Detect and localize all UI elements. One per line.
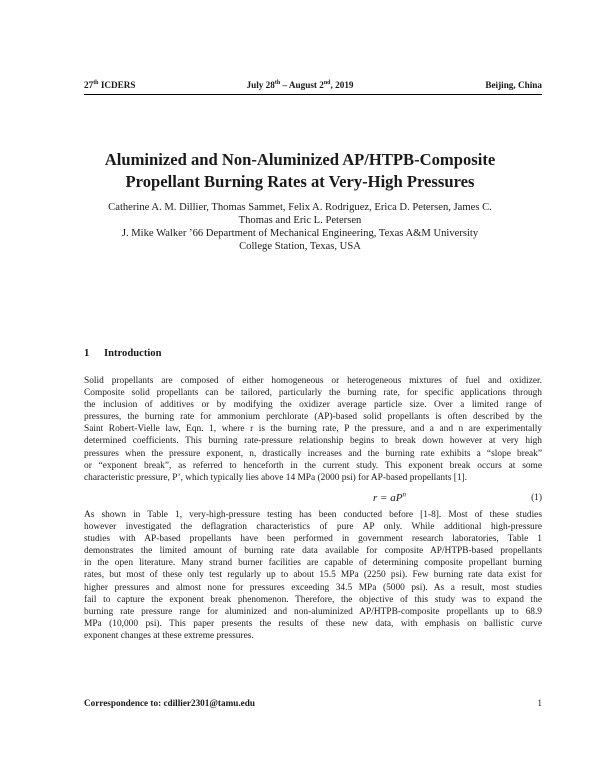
conference-date: July 28th – August 2nd, 2019 — [246, 79, 354, 90]
text-line: characteristic pressure, P’, which typically lies above 14 MPa (2000 psi) for AP-based propellants [1]. — [84, 472, 467, 483]
section-heading — [84, 347, 162, 360]
intro-paragraph-2 — [84, 509, 542, 642]
equation-expression: $r = aP^n$ — [373, 490, 406, 504]
affiliation-line: College Station, Texas, USA — [239, 241, 361, 252]
author-line: Catherine A. M. Dillier, Thomas Sammet, Felix A. Rodriguez, Erica D. Petersen, James C. — [108, 202, 492, 213]
author-line: Thomas and Eric L. Petersen — [238, 215, 362, 226]
text-line: pressures, the burning rate for ammonium perchlorate (AP)-based solid propellants is often described by the — [84, 412, 542, 423]
text-line: burning rate pressure range for aluminized and non-aluminized AP/HTPB-composite propellants up to 68.9 — [84, 606, 542, 617]
text-line: in the open literature. Many strand burner facilities are capable of determining composite propellant burning — [84, 558, 542, 569]
header-rule — [84, 94, 542, 95]
equation-number: (1) — [531, 493, 542, 503]
text-line: however investigated the deflagration characteristics of pure AP only. While additional high-pressure — [84, 522, 542, 533]
correspondence: Correspondence to: cdillier2301@tamu.edu — [84, 698, 255, 708]
text-line: higher pressures and almost none for pressures exceeding 34.5 MPa (5000 psi). As a result, most studies — [84, 582, 542, 593]
intro-paragraph-1 — [84, 375, 542, 484]
equation-1 — [84, 491, 542, 505]
text-line: Solid propellants are composed of either homogeneous or heterogeneous mixtures of fuel and oxidizer. — [84, 376, 542, 386]
affiliation-line: J. Mike Walker ’66 Department of Mechanical Engineering, Texas A&M University — [121, 228, 479, 239]
conference-location: Beijing, China — [485, 80, 542, 90]
text-line: or “exponent break”, as referred to henceforth in the current study. This exponent break occurs at some — [84, 460, 542, 471]
conference-name: 27th ICDERS — [84, 79, 136, 90]
section-title: Introduction — [104, 348, 162, 359]
text-line: rates, but most of these only test regularly up to about 15.5 MPa (2250 psi). Few burning rate data exist for — [84, 570, 542, 581]
page-number: 1 — [537, 698, 542, 708]
section-number: 1 — [84, 348, 90, 359]
text-line: the inclusion of additives or by modifying the oxidizer average particle size. Over a limited range of — [84, 400, 542, 411]
paper-title-line: Propellant Burning Rates at Very-High Pressures — [125, 172, 475, 191]
text-line: exponent changes at these extreme pressures. — [84, 630, 254, 641]
text-line: Saint Robert-Vielle law, Eqn. 1, where r is the burning rate, P the pressure, and a and n are experimentally — [84, 424, 542, 435]
text-line: demonstrates the limited amount of burning rate data available for composite AP/HTPB-based propellants — [84, 546, 542, 557]
text-line: MPa (10,000 psi). This paper presents the results of these new data, with emphasis on ballistic curve — [84, 618, 542, 629]
text-line: As shown in Table 1, very-high-pressure testing has been conducted before [1-8]. Most of these studies — [84, 510, 542, 520]
text-line: fail to capture the exponent break phenomenon. Therefore, the objective of this study was to expand the — [84, 594, 542, 605]
paper-title-line: Aluminized and Non-Aluminized AP/HTPB-Composite — [104, 150, 496, 169]
text-line: studies with AP-based propellants have been performed in government research laboratories, Table 1 — [84, 534, 542, 545]
text-line: Composite solid propellants can be tailored, particularly the burning rate, for specific applications through — [84, 388, 542, 399]
text-line: pressures when the pressure exponent, n, drastically increases and the burning rate exhibits a “slope break” — [84, 448, 542, 459]
text-line: determined coefficients. This burning rate-pressure relationship begins to break down however at very high — [84, 436, 542, 447]
